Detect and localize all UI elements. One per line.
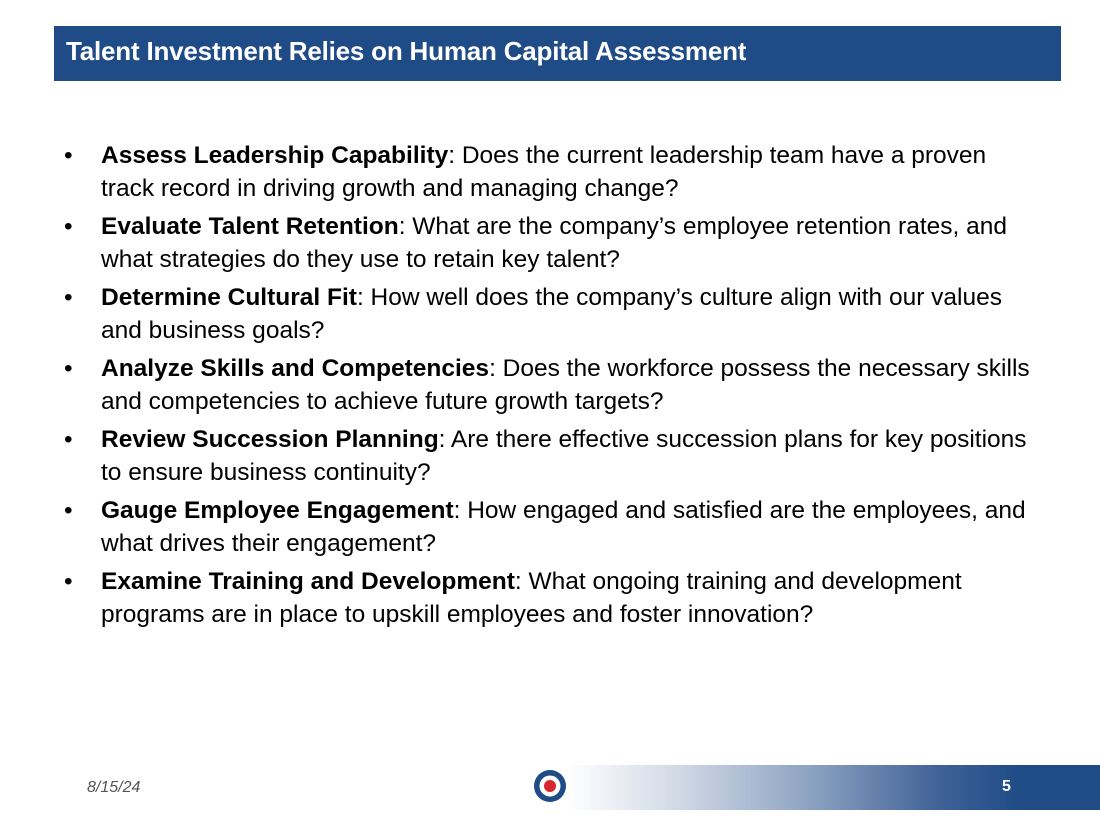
bullet-item	[64, 140, 1039, 205]
slide-number: 5	[1002, 778, 1011, 795]
roundel-center	[544, 780, 556, 792]
bullet-term: Assess Leadership Capability	[101, 142, 449, 169]
bullet-term: Examine Training and Development	[101, 568, 515, 595]
bullet-term: Gauge Employee Engagement	[101, 497, 454, 524]
bullet-icon: •	[64, 355, 73, 382]
bullet-list	[64, 140, 1039, 637]
bullet-icon: •	[64, 142, 73, 169]
bullet-icon: •	[64, 568, 73, 595]
slide-title: Talent Investment Relies on Human Capital Assessment	[66, 36, 747, 66]
bullet-text: : How engaged and satisfied are the employees, and what drives their engagement?	[101, 497, 1026, 557]
footer-gradient-band	[566, 765, 1100, 810]
footer-date: 8/15/24	[87, 779, 141, 796]
bullet-text: : Are there effective succession plans for key positions to ensure business continuity?	[101, 426, 1027, 486]
bullet-icon: •	[64, 213, 73, 240]
bullet-term: Analyze Skills and Competencies	[101, 355, 490, 382]
bullet-item	[64, 495, 1039, 560]
bullet-item	[64, 282, 1039, 347]
bullet-term: Evaluate Talent Retention	[101, 213, 399, 240]
bullet-icon: •	[64, 497, 73, 524]
bullet-item	[64, 566, 1039, 631]
bullet-item	[64, 211, 1039, 276]
roundel-logo-icon	[533, 769, 567, 803]
bullet-item	[64, 353, 1039, 418]
bullet-text: : What are the company’s employee retention rates, and what strategies do they use to retain key talent?	[101, 213, 1007, 273]
bullet-icon: •	[64, 284, 73, 311]
bullet-icon: •	[64, 426, 73, 453]
bullet-text: : Does the workforce possess the necessary skills and competencies to achieve future growth targets?	[101, 355, 1030, 415]
bullet-item	[64, 424, 1039, 489]
bullet-term: Determine Cultural Fit	[101, 284, 357, 311]
title-bar	[54, 26, 1061, 81]
bullet-text: : Does the current leadership team have a proven track record in driving growth and managing change?	[101, 142, 987, 202]
bullet-text: : How well does the company’s culture align with our values and business goals?	[101, 284, 1002, 344]
bullet-text: : What ongoing training and development programs are in place to upskill employees and foster innovation?	[101, 568, 962, 628]
bullet-term: Review Succession Planning	[101, 426, 439, 453]
